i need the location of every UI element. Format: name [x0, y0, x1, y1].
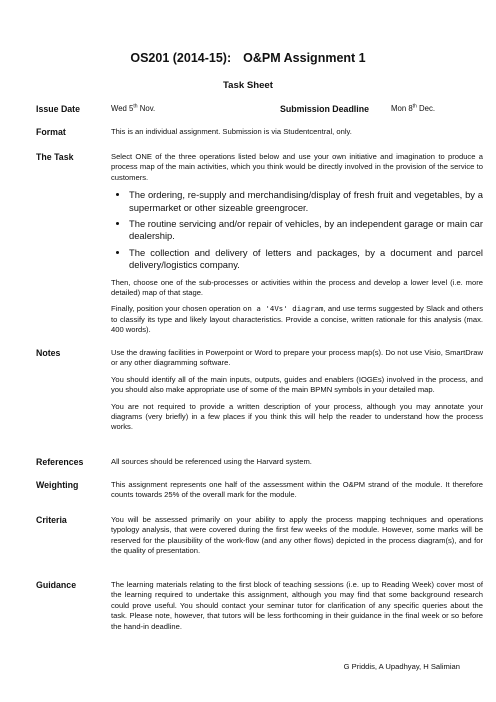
task-sub-process-text: Then, choose one of the sub-processes or activities within the process and develop a lower level (i.e. more detailed) map of that stage. [111, 277, 483, 298]
submission-deadline-label: Submission Deadline [280, 104, 369, 114]
weighting-text: This assignment represents one half of the assessment within the O&PM strand of the module. It therefore counts towards 25% of the overall mark for the module. [111, 480, 483, 500]
notes-paragraph: Use the drawing facilities in Powerpoint or Word to prepare your process map(s). Do not use Visio, SmartDraw or any other diagramming software. [111, 348, 483, 368]
references-label: References [36, 457, 84, 467]
criteria-label: Criteria [36, 515, 67, 525]
format-label: Format [36, 127, 66, 137]
footer-authors: G Priddis, A Upadhyay, H Salimian [343, 662, 460, 671]
operations-list [111, 189, 483, 271]
notes-label: Notes [36, 348, 61, 358]
task-body [111, 152, 483, 342]
format-text: This is an individual assignment. Submission is via Studentcentral, only. [111, 127, 352, 136]
task-intro: Select ONE of the three operations listed below and use your own initiative and imagination to produce a process map of the main activities, which you think would be directly involved in the provision of the service to customers. [111, 152, 483, 182]
criteria-text: You will be assessed primarily on your ability to apply the process mapping techniques and operations typology analysis, that were covered during the first few weeks of the module. However, some marks will be reserved for the plausibility of the work-flow (and any other flows) depicted in the process diagram(s), and for the quality of presentation. [111, 515, 483, 556]
guidance-text: The learning materials relating to the first block of teaching sessions (i.e. up to Reading Week) cover most of the learning required to undertake this assignment, although you may find that some background research could prove useful. You should contact your seminar tutor for clarification of any specific queries about the task. Please note, however, that tutors will be less forthcoming in their guidance in the final week or so before the hand-in deadline. [111, 580, 483, 631]
issue-date-label: Issue Date [36, 104, 81, 114]
title-course-code: OS201 (2014-15): [130, 51, 232, 65]
task-positioning-text: Finally, position your chosen operation on a '4Vs' diagram, and use terms suggested by Slack and others to classify its type and likely layout characteristics. Provide a concise, written rationale for this analysis (max. 400 words). [111, 304, 483, 335]
weighting-label: Weighting [36, 480, 79, 490]
issue-date-value: Wed 5th Nov. [111, 103, 156, 113]
page-subtitle: Task Sheet [223, 80, 273, 91]
references-text: All sources should be referenced using the Harvard system. [111, 457, 312, 466]
list-item: • The routine servicing and/or repair of vehicles, by an independent garage or main car dealership. [129, 218, 483, 243]
list-item: • The collection and delivery of letters and packages, by a document and parcel delivery/logistics company. [129, 247, 483, 272]
notes-paragraph: You are not required to provide a written description of your process, although you may annotate your diagrams (very briefly) in a few places if you think this will help the reader to understand how the process works. [111, 401, 483, 432]
title-assignment-name: O&PM Assignment 1 [243, 51, 366, 65]
notes-body [111, 348, 483, 439]
task-label: The Task [36, 152, 74, 162]
page-title [0, 51, 496, 65]
four-vs-term: on a '4Vs' diagram [242, 304, 324, 314]
notes-paragraph: You should identify all of the main inputs, outputs, guides and enablers (IOGEs) involved in the process, and you should also make appropriate use of some of the main BPMN symbols in your detailed map. [111, 374, 483, 395]
guidance-label: Guidance [36, 580, 77, 590]
list-item: • The ordering, re-supply and merchandising/display of fresh fruit and vegetables, by a supermarket or other sizeable greengrocer. [129, 189, 483, 214]
submission-deadline-value: Mon 8th Dec. [391, 103, 436, 113]
